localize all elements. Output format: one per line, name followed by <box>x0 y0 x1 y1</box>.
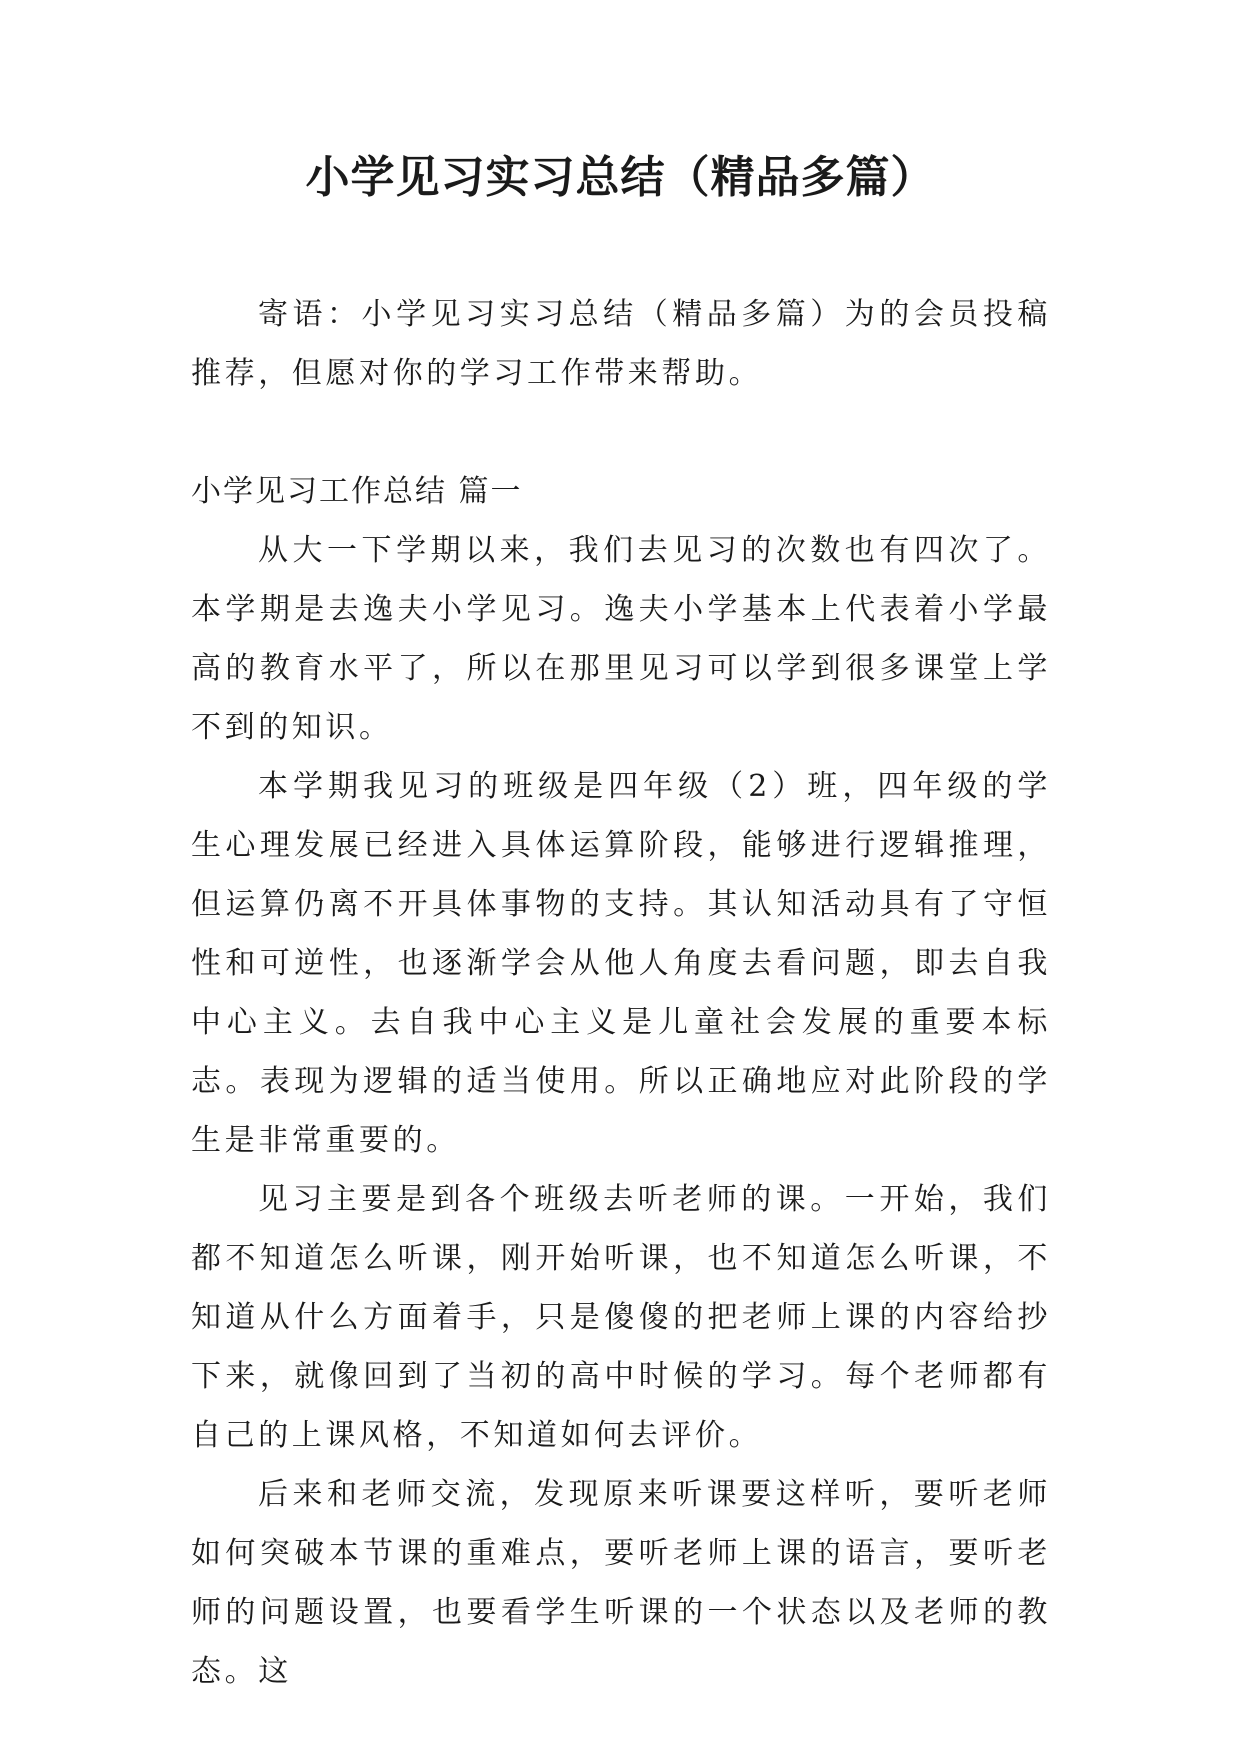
paragraph-2: 本学期我见习的班级是四年级（2）班，四年级的学生心理发展已经进入具体运算阶段，能够进行逻辑推理，但运算仍离不开具体事物的支持。其认知活动具有了守恒性和可逆性，也逐渐学会从他人角度去看问题，即去自我中心主义。去自我中心主义是儿童社会发展的重要本标志。表现为逻辑的适当使用。所以正确地应对此阶段的学生是非常重要的。 <box>191 769 1051 1158</box>
paragraph-3: 见习主要是到各个班级去听老师的课。一开始，我们都不知道怎么听课，刚开始听课，也不知道怎么听课，不知道从什么方面着手，只是傻傻的把老师上课的内容给抄下来，就像回到了当初的高中时候的学习。每个老师都有自己的上课风格，不知道如何去评价。 <box>191 1182 1051 1453</box>
paragraph-4: 后来和老师交流，发现原来听课要这样听，要听老师如何突破本节课的重难点，要听老师上课的语言，要听老师的问题设置，也要看学生听课的一个状态以及老师的教态。这 <box>191 1477 1051 1689</box>
document-body <box>191 285 1051 1701</box>
section-heading: 小学见习工作总结 篇一 <box>191 474 523 509</box>
paragraph-1: 从大一下学期以来，我们去见习的次数也有四次了。本学期是去逸夫小学见习。逸夫小学基本上代表着小学最高的教育水平了，所以在那里见习可以学到很多课堂上学不到的知识。 <box>191 533 1051 745</box>
intro-paragraph: 寄语：小学见习实习总结（精品多篇）为的会员投稿推荐，但愿对你的学习工作带来帮助。 <box>191 297 1051 391</box>
document-title: 小学见习实习总结（精品多篇） <box>305 152 936 203</box>
